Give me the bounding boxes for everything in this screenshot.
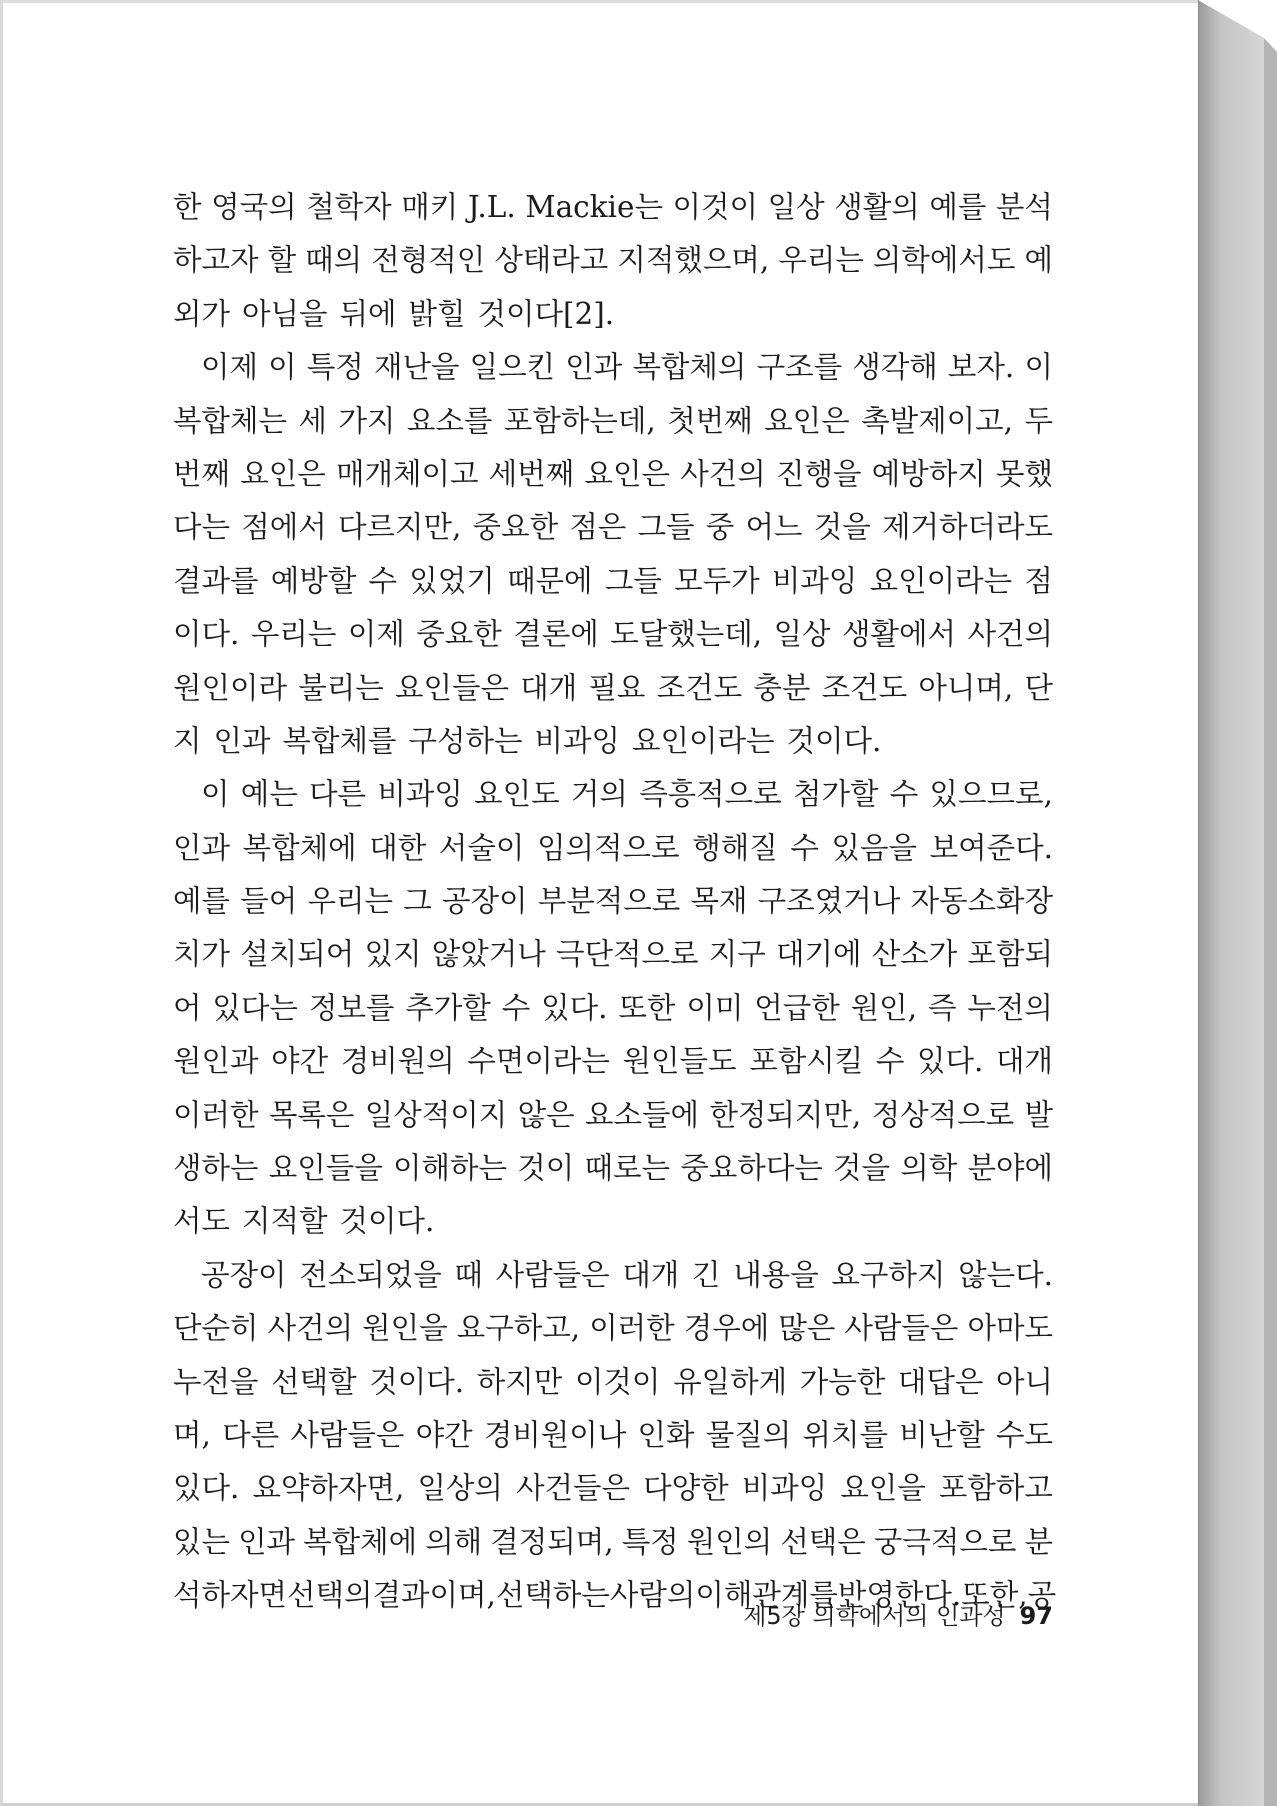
word: 요구하지 <box>831 1257 946 1292</box>
word: 분야에 <box>967 1151 1053 1186</box>
word: 결과를 <box>173 563 259 598</box>
word: 복합체에 <box>303 1524 418 1559</box>
page-number: 97 <box>1019 1602 1053 1630</box>
word: 물질의 <box>705 1417 792 1452</box>
word: 의학 <box>900 1151 958 1186</box>
word: 사건의 <box>267 1311 354 1346</box>
word: 것이 <box>517 1151 575 1186</box>
word: 이 <box>201 777 230 812</box>
word: 있었기 <box>409 563 495 598</box>
word: 것이다. <box>786 723 882 758</box>
text-line <box>173 1035 1053 1088</box>
word: 요약하자면, <box>252 1471 405 1506</box>
word: 그들 <box>604 563 662 598</box>
text-line <box>173 1516 1053 1569</box>
word: 전형적인 <box>371 243 486 278</box>
word: 있음을 <box>831 830 917 865</box>
word: 요소들에 <box>585 1097 699 1132</box>
word: 요인은 <box>240 456 326 491</box>
word: 않는다. <box>958 1257 1053 1292</box>
word: 구조를 <box>756 350 843 385</box>
word: 예를 <box>173 884 230 919</box>
body-text <box>173 181 1057 1623</box>
word: 어 <box>173 990 202 1025</box>
word: 점에서 <box>241 510 327 545</box>
word: 우리는 <box>250 617 337 652</box>
word: 포함되 <box>967 937 1053 972</box>
word: 추가할 <box>405 990 491 1025</box>
word: 촉발제이고, <box>861 403 1014 438</box>
word: 점은 <box>569 510 627 545</box>
word: 사람들은 <box>290 1417 405 1452</box>
word: 사람들은 <box>844 1311 959 1346</box>
word: Mackie는 <box>525 190 663 224</box>
word: 대답은 <box>897 1364 984 1399</box>
word: 며, <box>173 1417 211 1452</box>
word: 수 <box>875 1044 905 1079</box>
word: 다르지만, <box>337 510 462 545</box>
word: 보여준다. <box>929 830 1053 865</box>
word: 그들 <box>637 510 695 545</box>
word: 일상의 <box>417 1471 503 1506</box>
word: 생하는 <box>173 1151 259 1186</box>
word: 한정되지만, <box>709 1097 862 1132</box>
text-line <box>173 501 1053 554</box>
word: 누전을 <box>173 1364 259 1399</box>
word: 불리는 <box>298 670 384 705</box>
word: 사건들은 <box>516 1471 631 1506</box>
word: 인과 <box>565 350 623 385</box>
word: 예를 <box>929 190 987 224</box>
word: 예 <box>1024 243 1053 278</box>
word: 요인들은 <box>394 670 509 705</box>
word: 분석 <box>995 190 1053 224</box>
word: 원인들도 <box>622 1044 737 1079</box>
word: 산소가 <box>871 937 958 972</box>
text-line <box>173 1462 1053 1515</box>
word: 예는 <box>240 777 298 812</box>
word: 석하자면 <box>173 1578 287 1613</box>
word: 있다. <box>916 1044 984 1079</box>
word: 예방하지 <box>871 456 986 491</box>
word: 이러한 <box>173 1097 259 1132</box>
word: 또한 <box>618 990 676 1025</box>
word: 복합체에 <box>242 830 357 865</box>
word: 매키 <box>401 190 459 224</box>
word: 목재 <box>690 884 748 919</box>
book-edge-shape <box>1198 0 1277 1806</box>
word: 의해 <box>425 1524 483 1559</box>
word: 설치되어 <box>240 937 355 972</box>
word: 수면이라는 <box>467 1044 610 1079</box>
word: 극단적으로 <box>556 937 699 972</box>
text-line <box>173 715 1053 768</box>
word: 수 <box>889 777 919 812</box>
word: 생활의 <box>834 190 920 224</box>
word: 포함하고 <box>938 1471 1053 1506</box>
word: 어느 <box>745 510 803 545</box>
word: 비난할 <box>899 1417 985 1452</box>
word: 공장이 <box>201 1257 287 1292</box>
text-line <box>173 822 1053 875</box>
text-line <box>173 1409 1053 1462</box>
word: 있지 <box>364 937 422 972</box>
word: 이것이 <box>672 190 759 224</box>
word: 경우에 <box>683 1311 770 1346</box>
word: 할 <box>267 243 297 278</box>
word: 조건도 <box>656 670 743 705</box>
word: 사건의 <box>967 617 1053 652</box>
word: 거의 <box>570 777 628 812</box>
word: 지적했으며, <box>617 243 770 278</box>
text-line <box>173 1142 1053 1195</box>
word: 못했 <box>996 456 1053 491</box>
word: 위치를 <box>802 1417 889 1452</box>
word: 다는 <box>173 510 230 545</box>
word: 선택할 <box>271 1364 357 1399</box>
word: 것이다. <box>339 1204 435 1239</box>
word: 이해하는 <box>393 1151 507 1186</box>
word: 구조였거나 <box>757 884 901 919</box>
text-line <box>173 1356 1053 1409</box>
text-line <box>173 288 1053 341</box>
word: 다른 <box>309 777 367 812</box>
word: 아니며, <box>918 670 1014 705</box>
word: 비과잉 <box>534 723 620 758</box>
word: 선택은 <box>780 1524 866 1559</box>
text-line <box>173 448 1053 501</box>
word: 다양한 <box>643 1471 729 1506</box>
word: 특정 <box>621 1524 679 1559</box>
word: 아마도 <box>967 1311 1053 1346</box>
word: 하지만 <box>476 1364 563 1399</box>
word: 밝힐 <box>408 296 466 331</box>
word: 또한, <box>961 1578 1028 1613</box>
word: 대개 <box>520 670 578 705</box>
word: 지구 <box>708 937 766 972</box>
word: 영국의 <box>211 190 297 224</box>
word: 궁극적으로 <box>873 1524 1017 1559</box>
word: 아니 <box>996 1364 1053 1399</box>
word: 일상 <box>773 617 831 652</box>
word: 상태라고 <box>494 243 609 278</box>
word: 원인을 <box>362 1311 448 1346</box>
word: 공 <box>1027 1578 1057 1613</box>
word: 한 <box>173 190 202 224</box>
word: 것을 <box>813 510 871 545</box>
word: 첨가할 <box>792 777 879 812</box>
word: 전소되었을 <box>299 1257 442 1292</box>
word: 목록은 <box>268 1097 355 1132</box>
running-footer-chapter: 제5장 의학에서의 인과성 <box>743 1602 1006 1630</box>
word: 선택의 <box>287 1578 373 1613</box>
word: 중요하다는 <box>680 1151 823 1186</box>
word: 대기에 <box>776 937 862 972</box>
word: 임의적으로 <box>537 830 680 865</box>
word: 있으므로, <box>929 777 1053 812</box>
word: 요인이라는 <box>869 563 1013 598</box>
word: 매개체이고 <box>336 456 479 491</box>
text-line <box>173 395 1053 448</box>
word: 유일하게 <box>673 1364 788 1399</box>
word: 조건도 <box>821 670 908 705</box>
word: 지적할 <box>242 1204 328 1239</box>
word: 정상적으로 <box>871 1097 1015 1132</box>
word: 때 <box>454 1257 483 1292</box>
word: 비과잉 <box>377 777 463 812</box>
word: 들어 <box>240 884 298 919</box>
word: 않은 <box>517 1097 575 1132</box>
word: 다른 <box>222 1417 280 1452</box>
word: 예방할 <box>270 563 357 598</box>
word: 세 <box>298 403 327 438</box>
text-line <box>173 608 1053 661</box>
word: 일으킨 <box>469 350 556 385</box>
word: 구성하는 <box>408 723 523 758</box>
word: 두 <box>1024 403 1053 438</box>
text-line <box>173 928 1053 981</box>
word: 인화 <box>637 1417 695 1452</box>
word: 보자. <box>947 350 1015 385</box>
word: 결정되며, <box>490 1524 614 1559</box>
word: 요인도 <box>474 777 560 812</box>
word: 가능한 <box>799 1364 886 1399</box>
word: 그 <box>403 884 432 919</box>
word: 대개 <box>622 1257 680 1292</box>
word: 생활에서 <box>842 617 957 652</box>
word: 우리는 <box>778 243 864 278</box>
word: 있다. <box>173 1471 240 1506</box>
word: 않았거나 <box>431 937 546 972</box>
word: 정보를 <box>308 990 395 1025</box>
word: 이 <box>1024 350 1053 385</box>
word: 점 <box>1024 563 1053 598</box>
text-line <box>173 982 1053 1035</box>
text-line <box>173 341 1053 394</box>
word: 이러한 <box>589 1311 675 1346</box>
word: 대한 <box>369 830 427 865</box>
word: 원인의 <box>686 1524 773 1559</box>
word: 포함시킬 <box>749 1044 864 1079</box>
word: 외가 <box>173 296 230 331</box>
text-line <box>173 181 1053 234</box>
word: 수 <box>501 990 531 1025</box>
word: 인과 <box>213 723 271 758</box>
word: 공장이 <box>442 884 528 919</box>
text-line <box>173 555 1053 608</box>
word: 중요한 <box>416 617 502 652</box>
word: 있다는 <box>212 990 298 1025</box>
word: 결과이며, <box>372 1578 496 1613</box>
text-line <box>173 768 1053 821</box>
word: 복합체의 <box>632 350 747 385</box>
word: 모두가 <box>674 563 760 598</box>
word: 서술이 <box>438 830 525 865</box>
word: 경비원의 <box>340 1044 455 1079</box>
word: 때의 <box>305 243 363 278</box>
word: 요인은 <box>584 456 670 491</box>
word: 의학에서도 <box>872 243 1016 278</box>
word: 요인을 <box>840 1471 926 1506</box>
word: 경비원이나 <box>483 1417 627 1452</box>
word: 이제 <box>201 350 258 385</box>
word: 필요 <box>588 670 646 705</box>
word: 있다. <box>541 990 608 1025</box>
word: 특정 <box>306 350 364 385</box>
word: 선택하는 <box>495 1578 610 1613</box>
word: 것을 <box>833 1151 890 1186</box>
word: 제거하더라도 <box>881 510 1053 545</box>
word: 단 <box>1024 670 1053 705</box>
word: 부분적으로 <box>537 884 681 919</box>
word: 이 <box>268 350 297 385</box>
word: 많은 <box>778 1311 836 1346</box>
word: 서도 <box>173 1204 230 1239</box>
word: 이다. <box>173 617 240 652</box>
word: 원인과 <box>173 1044 259 1079</box>
word: 행해질 <box>692 830 778 865</box>
word: 세번째 <box>488 456 575 491</box>
word: 누전의 <box>967 990 1053 1025</box>
book-edge <box>1198 0 1277 1806</box>
word: 긴 <box>692 1257 721 1292</box>
text-line <box>173 875 1053 928</box>
word: 요소를 <box>406 403 493 438</box>
word: 사건의 <box>680 456 766 491</box>
word: 비과잉 <box>771 563 858 598</box>
word: 가지 <box>338 403 396 438</box>
word: 것이다. <box>369 1364 465 1399</box>
word: 치가 <box>173 937 230 972</box>
word: 복합체를 <box>282 723 397 758</box>
word: 수 <box>790 830 819 865</box>
word: 중 <box>705 510 735 545</box>
word: 야간 <box>271 1044 329 1079</box>
word: 때로는 <box>584 1151 670 1186</box>
word: 첫번째 <box>667 403 753 438</box>
word: 인과 <box>173 830 230 865</box>
word: 사람들은 <box>495 1257 610 1292</box>
word: 중요한 <box>472 510 559 545</box>
word: 요인들을 <box>268 1151 383 1186</box>
word: 충분 <box>753 670 811 705</box>
word: 내용을 <box>733 1257 819 1292</box>
word: 복합체는 <box>173 403 287 438</box>
word: 요인이라는 <box>632 723 775 758</box>
word: 비과잉 <box>741 1471 828 1506</box>
word: 이것이 <box>574 1364 661 1399</box>
word: 일상적이지 <box>364 1097 508 1132</box>
text-line <box>173 1195 1053 1248</box>
word: 번째 <box>173 456 230 491</box>
word: 야간 <box>415 1417 473 1452</box>
word: 하고자 <box>173 243 259 278</box>
word: 인과 <box>238 1524 296 1559</box>
word: 뒤에 <box>339 296 397 331</box>
word: 원인이라 <box>173 670 287 705</box>
text-line <box>173 234 1053 287</box>
word: 생각해 <box>852 350 938 385</box>
word: 진행을 <box>776 456 862 491</box>
word: 원인, <box>850 990 918 1025</box>
word: 반영한다. <box>837 1578 962 1613</box>
word: 즉 <box>927 990 957 1025</box>
word: 아님을 <box>242 296 328 331</box>
page-footer <box>173 1596 1053 1631</box>
word: 도달했는데, <box>610 617 763 652</box>
word: 재난을 <box>373 350 460 385</box>
text-line <box>173 1302 1053 1355</box>
word: 결론에 <box>513 617 599 652</box>
word: 즉흥적으로 <box>639 777 782 812</box>
word: 포함하는데, <box>503 403 656 438</box>
word: 철학자 <box>306 190 392 224</box>
text-line <box>173 662 1053 715</box>
text-line <box>173 1249 1053 1302</box>
word: 언급한 <box>754 990 840 1025</box>
word: J.L. <box>467 190 516 224</box>
word: 단순히 <box>173 1311 259 1346</box>
word: 분 <box>1024 1524 1053 1559</box>
word: 이제 <box>347 617 405 652</box>
word: 것이다[2]. <box>477 296 615 331</box>
word: 자동소화장 <box>910 884 1053 919</box>
word: 발 <box>1024 1097 1053 1132</box>
word: 일상 <box>767 190 825 224</box>
word: 대개 <box>996 1044 1053 1079</box>
word: 요인은 <box>764 403 850 438</box>
word: 때문에 <box>507 563 593 598</box>
word: 지 <box>173 723 202 758</box>
word: 있는 <box>173 1524 230 1559</box>
word: 수도 <box>995 1417 1053 1452</box>
text-line <box>173 1089 1053 1142</box>
word: 이해관계를 <box>695 1578 838 1613</box>
word: 이미 <box>686 990 744 1025</box>
word: 사람의 <box>609 1578 696 1613</box>
word: 수 <box>368 563 398 598</box>
word: 우리는 <box>307 884 393 919</box>
word: 요구하고, <box>456 1311 581 1346</box>
